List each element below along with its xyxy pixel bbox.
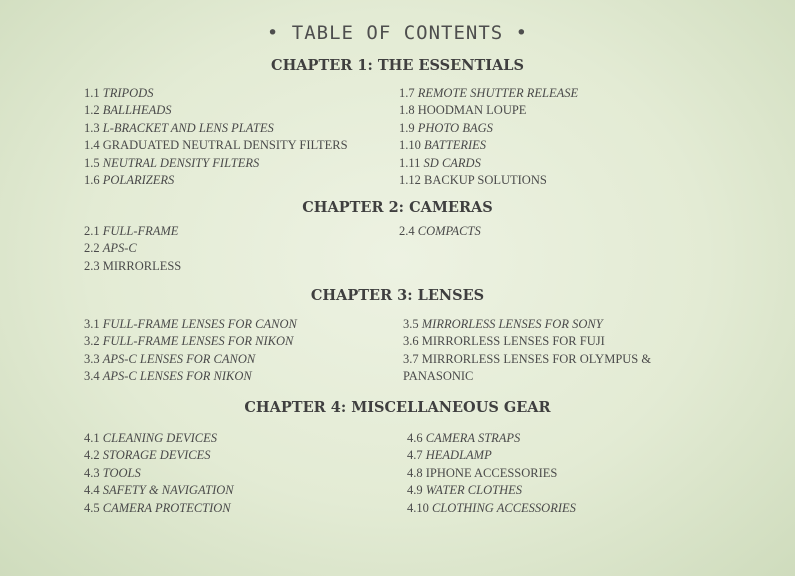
chapter-3-right-list (403, 316, 673, 386)
toc-entry[interactable] (84, 430, 234, 447)
chapter-2-left-list (84, 223, 181, 275)
toc-entry-title: NEUTRAL DENSITY FILTERS (102, 155, 260, 170)
toc-entry-number: 1.3 (84, 120, 100, 135)
toc-entry-number: 4.6 (407, 431, 423, 445)
chapter-2-right-list (399, 223, 481, 240)
toc-entry[interactable] (399, 155, 578, 172)
toc-entry-title: L-BRACKET AND LENS PLATES (102, 120, 274, 135)
toc-entry[interactable] (84, 120, 348, 137)
toc-entry-number: 1.10 (399, 138, 421, 153)
toc-entry[interactable] (84, 85, 348, 102)
toc-entry-title: CAMERA PROTECTION (102, 500, 231, 515)
toc-entry-title: PHOTO BAGS (417, 120, 493, 135)
chapter-4-right-list (407, 430, 576, 517)
toc-entry[interactable] (407, 482, 576, 499)
toc-entry-number: 3.3 (84, 351, 100, 366)
toc-entry[interactable] (84, 465, 234, 482)
toc-entry-number: 2.3 (84, 258, 100, 273)
toc-entry[interactable] (84, 447, 234, 464)
toc-entry-title: HOODMAN LOUPE (417, 103, 527, 118)
toc-entry[interactable] (407, 447, 576, 464)
toc-entry-title: SAFETY & NAVIGATION (102, 483, 234, 498)
toc-entry-title: GRADUATED NEUTRAL DENSITY FILTERS (102, 138, 348, 153)
toc-entry-number: 1.1 (84, 86, 100, 100)
toc-entry-number: 3.2 (84, 334, 100, 349)
toc-entry[interactable] (403, 351, 673, 386)
toc-entry[interactable] (399, 172, 578, 189)
toc-entry[interactable] (399, 120, 578, 137)
chapter-4-left-list (84, 430, 234, 517)
toc-entry-number: 1.5 (84, 155, 100, 170)
toc-entry-number: 4.5 (84, 500, 100, 515)
toc-entry-number: 4.7 (407, 448, 423, 463)
toc-entry-number: 4.2 (84, 448, 100, 463)
chapter-heading: CHAPTER 1: THE ESSENTIALS (271, 57, 524, 74)
toc-entry[interactable] (84, 316, 297, 333)
toc-entry-title: WATER CLOTHES (425, 483, 522, 498)
toc-entry-title: IPHONE ACCESSORIES (425, 465, 558, 480)
chapter-heading: CHAPTER 2: CAMERAS (302, 199, 493, 216)
toc-entry-title: APS-C (102, 241, 137, 256)
toc-entry-number: 2.2 (84, 241, 100, 256)
toc-entry[interactable] (407, 430, 576, 447)
toc-entry-title: MIRRORLESS LENSES FOR SONY (421, 317, 603, 331)
toc-entry-number: 4.3 (84, 465, 100, 480)
toc-entry-title: FULL-FRAME LENSES FOR CANON (102, 317, 297, 331)
toc-entry[interactable] (84, 155, 348, 172)
toc-entry[interactable] (407, 500, 576, 517)
toc-entry-number: 4.4 (84, 483, 100, 498)
toc-entry-number: 3.5 (403, 317, 419, 331)
toc-entry-number: 1.6 (84, 173, 100, 188)
toc-entry-title: STORAGE DEVICES (102, 448, 211, 463)
toc-entry-title: MIRRORLESS (102, 258, 182, 273)
toc-entry-title: SD CARDS (423, 155, 481, 170)
toc-entry[interactable] (84, 333, 297, 350)
toc-entry-title: APS-C LENSES FOR NIKON (102, 369, 252, 384)
toc-entry-number: 4.1 (84, 431, 100, 445)
toc-entry[interactable] (84, 102, 348, 119)
toc-entry[interactable] (84, 351, 297, 368)
toc-entry[interactable] (399, 223, 481, 240)
toc-entry-title: APS-C LENSES FOR CANON (102, 351, 256, 366)
chapter-heading: CHAPTER 3: LENSES (310, 287, 485, 304)
toc-entry-title: CLOTHING ACCESSORIES (432, 500, 576, 515)
toc-entry-title: COMPACTS (417, 224, 481, 238)
toc-entry-title: FULL-FRAME LENSES FOR NIKON (102, 334, 294, 349)
toc-entry[interactable] (399, 137, 578, 154)
toc-entry[interactable] (407, 465, 576, 482)
toc-entry[interactable] (84, 482, 234, 499)
toc-entry-title: HEADLAMP (425, 448, 492, 463)
toc-entry-title: TOOLS (102, 465, 141, 480)
toc-entry-title: POLARIZERS (102, 173, 175, 188)
toc-entry-number: 1.2 (84, 103, 100, 118)
toc-entry-title: TRIPODS (102, 86, 154, 100)
toc-entry-title: BATTERIES (424, 138, 487, 153)
toc-entry-title: MIRRORLESS LENSES FOR OLYMPUS & PANASONIC (403, 351, 652, 384)
toc-entry-number: 1.8 (399, 103, 415, 118)
toc-entry-number: 3.1 (84, 317, 100, 331)
toc-entry-number: 1.4 (84, 138, 100, 153)
toc-entry-number: 3.4 (84, 369, 100, 384)
toc-entry-number: 4.9 (407, 483, 423, 498)
toc-entry-title: BACKUP SOLUTIONS (424, 173, 547, 188)
chapter-1 (0, 56, 795, 188)
toc-entry[interactable] (84, 223, 181, 240)
toc-entry-title: MIRRORLESS LENSES FOR FUJI (421, 334, 605, 349)
toc-entry-number: 1.12 (399, 173, 421, 188)
chapter-heading: CHAPTER 4: MISCELLANEOUS GEAR (244, 399, 551, 416)
toc-entry[interactable] (84, 137, 348, 154)
chapter-3-left-list (84, 316, 297, 386)
toc-entry[interactable] (403, 316, 673, 333)
chapter-3 (0, 286, 795, 416)
toc-entry-number: 1.9 (399, 120, 415, 135)
toc-entry[interactable] (84, 368, 297, 385)
toc-entry-number: 3.6 (403, 334, 419, 349)
toc-entry-number: 4.10 (407, 500, 429, 515)
toc-entry[interactable] (399, 85, 578, 102)
toc-entry-title: CAMERA STRAPS (425, 431, 521, 445)
toc-entry[interactable] (399, 102, 578, 119)
chapter-4 (0, 398, 795, 530)
toc-entry-title: FULL-FRAME (102, 224, 179, 238)
toc-entry-number: 2.4 (399, 224, 415, 238)
toc-entry-title: CLEANING DEVICES (102, 431, 217, 445)
toc-entry-number: 1.11 (399, 155, 421, 170)
toc-entry-number: 4.8 (407, 465, 423, 480)
toc-entry[interactable] (84, 258, 181, 275)
toc-entry[interactable] (84, 172, 348, 189)
toc-entry-number: 3.7 (403, 351, 419, 366)
toc-entry-number: 2.1 (84, 224, 100, 238)
toc-entry[interactable] (403, 333, 673, 350)
toc-entry[interactable] (84, 500, 234, 517)
chapter-1-left-list (84, 85, 348, 189)
toc-title: • TABLE OF CONTENTS • (266, 22, 529, 44)
toc-entry-title: REMOTE SHUTTER RELEASE (417, 86, 579, 100)
toc-entry-number: 1.7 (399, 86, 415, 100)
toc-entry[interactable] (84, 240, 181, 257)
toc-entry-title: BALLHEADS (102, 103, 172, 118)
chapter-1-right-list (399, 85, 578, 189)
